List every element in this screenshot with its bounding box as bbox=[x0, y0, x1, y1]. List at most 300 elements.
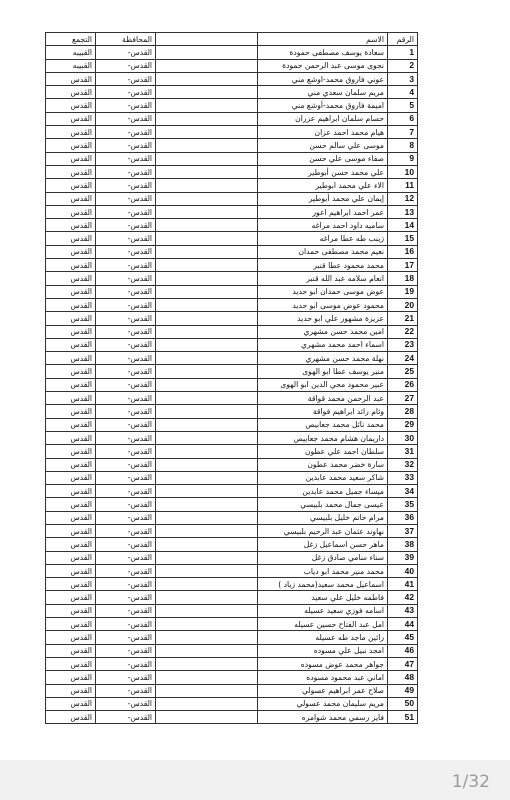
cell-governorate: القدس- bbox=[96, 46, 156, 59]
cell-blank bbox=[156, 697, 258, 710]
cell-name: هيام محمد احمد عزان bbox=[258, 126, 388, 139]
cell-governorate: القدس- bbox=[96, 644, 156, 657]
cell-governorate: القدس- bbox=[96, 378, 156, 391]
cell-num: 49 bbox=[388, 684, 418, 697]
table-row bbox=[46, 697, 418, 710]
cell-group: القدس bbox=[46, 179, 96, 192]
cell-group: القدس bbox=[46, 405, 96, 418]
table-row bbox=[46, 338, 418, 351]
cell-num: 15 bbox=[388, 232, 418, 245]
cell-group: القدس bbox=[46, 352, 96, 365]
cell-governorate: القدس- bbox=[96, 352, 156, 365]
cell-governorate: القدس- bbox=[96, 697, 156, 710]
cell-num: 3 bbox=[388, 72, 418, 85]
cell-num: 24 bbox=[388, 352, 418, 365]
cell-governorate: القدس- bbox=[96, 498, 156, 511]
cell-num: 39 bbox=[388, 551, 418, 564]
cell-governorate: القدس- bbox=[96, 86, 156, 99]
cell-num: 20 bbox=[388, 298, 418, 311]
cell-name: امجد نبيل علي مسوده bbox=[258, 644, 388, 657]
table-row bbox=[46, 378, 418, 391]
cell-governorate: القدس- bbox=[96, 205, 156, 218]
cell-num: 8 bbox=[388, 139, 418, 152]
cell-name: جواهر محمد عوض مسوده bbox=[258, 657, 388, 670]
header-num: الرقم bbox=[388, 33, 418, 46]
cell-name: سعادة يوسف مصطفى حمودة bbox=[258, 46, 388, 59]
cell-group: القدس bbox=[46, 192, 96, 205]
header-governorate: المحافظة bbox=[96, 33, 156, 46]
page-counter: 1/32 bbox=[451, 772, 490, 792]
header-blank bbox=[156, 33, 258, 46]
cell-governorate: القدس- bbox=[96, 618, 156, 631]
cell-group: القدس bbox=[46, 644, 96, 657]
cell-governorate: القدس- bbox=[96, 59, 156, 72]
cell-group: القدس bbox=[46, 139, 96, 152]
cell-num: 4 bbox=[388, 86, 418, 99]
cell-num: 32 bbox=[388, 458, 418, 471]
table-row bbox=[46, 431, 418, 444]
cell-num: 17 bbox=[388, 259, 418, 272]
cell-num: 43 bbox=[388, 604, 418, 617]
cell-name: فاطمه خليل علي سعيد bbox=[258, 591, 388, 604]
table-row bbox=[46, 604, 418, 617]
table-row bbox=[46, 325, 418, 338]
table-row bbox=[46, 684, 418, 697]
table-row bbox=[46, 711, 418, 724]
cell-blank bbox=[156, 471, 258, 484]
cell-num: 11 bbox=[388, 179, 418, 192]
cell-blank bbox=[156, 312, 258, 325]
cell-name: داريمان هشام محمد جعابيص bbox=[258, 431, 388, 444]
table-body bbox=[46, 46, 418, 724]
cell-blank bbox=[156, 604, 258, 617]
table-row bbox=[46, 405, 418, 418]
cell-num: 50 bbox=[388, 697, 418, 710]
cell-num: 13 bbox=[388, 205, 418, 218]
cell-governorate: القدس- bbox=[96, 152, 156, 165]
cell-name: اسماعيل محمد سعيد(محمد زياد ) bbox=[258, 578, 388, 591]
cell-num: 42 bbox=[388, 591, 418, 604]
cell-name: مرام حاتم خليل بلبيسي bbox=[258, 511, 388, 524]
cell-num: 36 bbox=[388, 511, 418, 524]
cell-governorate: القدس- bbox=[96, 165, 156, 178]
cell-blank bbox=[156, 431, 258, 444]
cell-blank bbox=[156, 538, 258, 551]
cell-group: القدس bbox=[46, 458, 96, 471]
cell-blank bbox=[156, 485, 258, 498]
cell-blank bbox=[156, 392, 258, 405]
cell-governorate: القدس- bbox=[96, 99, 156, 112]
cell-blank bbox=[156, 139, 258, 152]
cell-num: 26 bbox=[388, 378, 418, 391]
cell-name: وئام رائد ابراهيم قواقة bbox=[258, 405, 388, 418]
cell-group: القدس bbox=[46, 657, 96, 670]
cell-group: القدس bbox=[46, 511, 96, 524]
cell-group: القدس bbox=[46, 631, 96, 644]
table-row bbox=[46, 365, 418, 378]
cell-group: القدس bbox=[46, 205, 96, 218]
cell-name: ميساء جميل محمد عابدين bbox=[258, 485, 388, 498]
cell-governorate: القدس- bbox=[96, 657, 156, 670]
cell-blank bbox=[156, 591, 258, 604]
cell-governorate: القدس- bbox=[96, 232, 156, 245]
cell-blank bbox=[156, 86, 258, 99]
table-row bbox=[46, 564, 418, 577]
cell-group: القدس bbox=[46, 325, 96, 338]
cell-group: القدس bbox=[46, 684, 96, 697]
cell-governorate: القدس- bbox=[96, 365, 156, 378]
cell-blank bbox=[156, 564, 258, 577]
table-row bbox=[46, 392, 418, 405]
cell-group: القدس bbox=[46, 697, 96, 710]
cell-num: 29 bbox=[388, 418, 418, 431]
table-row bbox=[46, 245, 418, 258]
cell-blank bbox=[156, 325, 258, 338]
cell-num: 21 bbox=[388, 312, 418, 325]
cell-num: 34 bbox=[388, 485, 418, 498]
cell-num: 41 bbox=[388, 578, 418, 591]
cell-num: 28 bbox=[388, 405, 418, 418]
header-name: الاسم bbox=[258, 33, 388, 46]
table-row bbox=[46, 285, 418, 298]
cell-blank bbox=[156, 72, 258, 85]
cell-name: عبير محمود محي الدين ابو الهوى bbox=[258, 378, 388, 391]
table-row bbox=[46, 618, 418, 631]
cell-num: 9 bbox=[388, 152, 418, 165]
table-row bbox=[46, 511, 418, 524]
cell-name: نعيم محمد مصطفى حمدان bbox=[258, 245, 388, 258]
cell-num: 18 bbox=[388, 272, 418, 285]
table-row bbox=[46, 298, 418, 311]
cell-blank bbox=[156, 205, 258, 218]
cell-num: 25 bbox=[388, 365, 418, 378]
cell-governorate: القدس- bbox=[96, 458, 156, 471]
cell-num: 1 bbox=[388, 46, 418, 59]
cell-name: محمد محمود عطا قنبر bbox=[258, 259, 388, 272]
cell-group: القدس bbox=[46, 445, 96, 458]
cell-name: ماهر حسن اسماعيل زغل bbox=[258, 538, 388, 551]
cell-blank bbox=[156, 418, 258, 431]
cell-blank bbox=[156, 644, 258, 657]
cell-blank bbox=[156, 671, 258, 684]
cell-governorate: القدس- bbox=[96, 538, 156, 551]
table-row bbox=[46, 471, 418, 484]
header-group: التجمع bbox=[46, 33, 96, 46]
table-row bbox=[46, 112, 418, 125]
cell-governorate: القدس- bbox=[96, 126, 156, 139]
cell-group: القدس bbox=[46, 126, 96, 139]
table-row bbox=[46, 671, 418, 684]
cell-num: 7 bbox=[388, 126, 418, 139]
cell-group: القبيبه bbox=[46, 59, 96, 72]
cell-group: القدس bbox=[46, 72, 96, 85]
cell-num: 30 bbox=[388, 431, 418, 444]
cell-governorate: القدس- bbox=[96, 259, 156, 272]
cell-blank bbox=[156, 152, 258, 165]
cell-name: محمد منير محمد ابو دياب bbox=[258, 564, 388, 577]
cell-group: القدس bbox=[46, 524, 96, 537]
cell-blank bbox=[156, 46, 258, 59]
cell-governorate: القدس- bbox=[96, 219, 156, 232]
cell-blank bbox=[156, 112, 258, 125]
cell-governorate: القدس- bbox=[96, 139, 156, 152]
cell-governorate: القدس- bbox=[96, 338, 156, 351]
table-row bbox=[46, 418, 418, 431]
cell-group: القدس bbox=[46, 312, 96, 325]
cell-name: الاء علي محمد ابوطير bbox=[258, 179, 388, 192]
table-row bbox=[46, 498, 418, 511]
roster-table bbox=[45, 32, 418, 724]
cell-governorate: القدس- bbox=[96, 711, 156, 724]
cell-name: سارة خضر محمد عطون bbox=[258, 458, 388, 471]
cell-group: القدس bbox=[46, 471, 96, 484]
cell-name: ساميه داود احمد مراغه bbox=[258, 219, 388, 232]
cell-group: القدس bbox=[46, 338, 96, 351]
table-row bbox=[46, 458, 418, 471]
cell-blank bbox=[156, 59, 258, 72]
cell-governorate: القدس- bbox=[96, 272, 156, 285]
cell-num: 2 bbox=[388, 59, 418, 72]
cell-group: القدس bbox=[46, 298, 96, 311]
cell-group: القدس bbox=[46, 259, 96, 272]
cell-blank bbox=[156, 285, 258, 298]
cell-governorate: القدس- bbox=[96, 72, 156, 85]
cell-group: القدس bbox=[46, 578, 96, 591]
cell-name: عوض موسى حمدان ابو حديد bbox=[258, 285, 388, 298]
cell-name: اسامه فوزي سعيد عسيله bbox=[258, 604, 388, 617]
cell-name: عزيزة مشهور علي ابو حديد bbox=[258, 312, 388, 325]
cell-governorate: القدس- bbox=[96, 551, 156, 564]
cell-blank bbox=[156, 272, 258, 285]
cell-blank bbox=[156, 245, 258, 258]
cell-num: 40 bbox=[388, 564, 418, 577]
table-row bbox=[46, 312, 418, 325]
table-row bbox=[46, 86, 418, 99]
cell-num: 16 bbox=[388, 245, 418, 258]
cell-name: زينب طه عطا مراغه bbox=[258, 232, 388, 245]
cell-blank bbox=[156, 219, 258, 232]
cell-governorate: القدس- bbox=[96, 524, 156, 537]
table-row bbox=[46, 485, 418, 498]
cell-group: القدس bbox=[46, 378, 96, 391]
cell-num: 44 bbox=[388, 618, 418, 631]
cell-group: القدس bbox=[46, 671, 96, 684]
table-row bbox=[46, 205, 418, 218]
table-row bbox=[46, 46, 418, 59]
cell-blank bbox=[156, 232, 258, 245]
cell-group: القدس bbox=[46, 232, 96, 245]
cell-governorate: القدس- bbox=[96, 445, 156, 458]
cell-group: القدس bbox=[46, 165, 96, 178]
cell-group: القدس bbox=[46, 711, 96, 724]
cell-group: القدس bbox=[46, 152, 96, 165]
cell-name: محمد نائل محمد جعابيص bbox=[258, 418, 388, 431]
cell-blank bbox=[156, 259, 258, 272]
table-row bbox=[46, 259, 418, 272]
cell-num: 23 bbox=[388, 338, 418, 351]
cell-blank bbox=[156, 458, 258, 471]
cell-name: سلطان احمد علي عطون bbox=[258, 445, 388, 458]
cell-governorate: القدس- bbox=[96, 112, 156, 125]
table-row bbox=[46, 631, 418, 644]
cell-governorate: القدس- bbox=[96, 405, 156, 418]
cell-governorate: القدس- bbox=[96, 485, 156, 498]
cell-governorate: القدس- bbox=[96, 312, 156, 325]
cell-blank bbox=[156, 551, 258, 564]
table-row bbox=[46, 232, 418, 245]
cell-group: القدس bbox=[46, 618, 96, 631]
cell-governorate: القدس- bbox=[96, 591, 156, 604]
cell-group: القدس bbox=[46, 99, 96, 112]
table-row bbox=[46, 179, 418, 192]
table-row bbox=[46, 445, 418, 458]
cell-governorate: القدس- bbox=[96, 471, 156, 484]
table-row bbox=[46, 551, 418, 564]
table-row bbox=[46, 644, 418, 657]
cell-name: محمود عوض موسى ابو حديد bbox=[258, 298, 388, 311]
cell-name: عوني فاروق محمد-اوشع مني bbox=[258, 72, 388, 85]
table-row bbox=[46, 524, 418, 537]
cell-group: القدس bbox=[46, 285, 96, 298]
cell-name: اماني عبد محمود مسوده bbox=[258, 671, 388, 684]
table-row bbox=[46, 219, 418, 232]
cell-governorate: القدس- bbox=[96, 418, 156, 431]
cell-group: القدس bbox=[46, 86, 96, 99]
cell-blank bbox=[156, 524, 258, 537]
cell-num: 47 bbox=[388, 657, 418, 670]
cell-governorate: القدس- bbox=[96, 298, 156, 311]
cell-num: 27 bbox=[388, 392, 418, 405]
table-row bbox=[46, 272, 418, 285]
cell-blank bbox=[156, 378, 258, 391]
cell-num: 33 bbox=[388, 471, 418, 484]
cell-group: القدس bbox=[46, 591, 96, 604]
table-row bbox=[46, 139, 418, 152]
cell-blank bbox=[156, 618, 258, 631]
cell-group: القبيبه bbox=[46, 46, 96, 59]
table-row bbox=[46, 72, 418, 85]
cell-name: انعام سلامه عبد الله قنبر bbox=[258, 272, 388, 285]
cell-name: امين محمد حسن مشهري bbox=[258, 325, 388, 338]
cell-governorate: القدس- bbox=[96, 179, 156, 192]
cell-governorate: القدس- bbox=[96, 192, 156, 205]
cell-num: 38 bbox=[388, 538, 418, 551]
cell-blank bbox=[156, 405, 258, 418]
cell-num: 22 bbox=[388, 325, 418, 338]
cell-group: القدس bbox=[46, 245, 96, 258]
cell-blank bbox=[156, 711, 258, 724]
cell-num: 12 bbox=[388, 192, 418, 205]
cell-name: نجوى موسى عبد الرحمن حمودة bbox=[258, 59, 388, 72]
cell-governorate: القدس- bbox=[96, 578, 156, 591]
cell-blank bbox=[156, 511, 258, 524]
cell-governorate: القدس- bbox=[96, 431, 156, 444]
cell-governorate: القدس- bbox=[96, 631, 156, 644]
cell-name: مريم سلمان سعدي مني bbox=[258, 86, 388, 99]
cell-num: 45 bbox=[388, 631, 418, 644]
cell-num: 10 bbox=[388, 165, 418, 178]
cell-blank bbox=[156, 338, 258, 351]
cell-name: رائين ماجد طه عسيله bbox=[258, 631, 388, 644]
cell-num: 35 bbox=[388, 498, 418, 511]
cell-governorate: القدس- bbox=[96, 604, 156, 617]
cell-blank bbox=[156, 298, 258, 311]
table-row bbox=[46, 657, 418, 670]
cell-name: اسماء احمد محمد مشهري bbox=[258, 338, 388, 351]
cell-blank bbox=[156, 657, 258, 670]
cell-name: صلاح عمر ابراهيم عسولي bbox=[258, 684, 388, 697]
cell-blank bbox=[156, 352, 258, 365]
cell-group: القدس bbox=[46, 365, 96, 378]
cell-governorate: القدس- bbox=[96, 285, 156, 298]
cell-governorate: القدس- bbox=[96, 511, 156, 524]
cell-name: امل عبد الفتاح حسين عسيله bbox=[258, 618, 388, 631]
cell-blank bbox=[156, 126, 258, 139]
cell-group: القدس bbox=[46, 604, 96, 617]
cell-name: منير يوسف عطا ابو الهوى bbox=[258, 365, 388, 378]
cell-blank bbox=[156, 165, 258, 178]
cell-name: عيسى جمال محمد بلبيسي bbox=[258, 498, 388, 511]
cell-group: القدس bbox=[46, 538, 96, 551]
table-row bbox=[46, 126, 418, 139]
cell-name: عمر احمد ابراهيم اعور bbox=[258, 205, 388, 218]
cell-num: 51 bbox=[388, 711, 418, 724]
cell-num: 48 bbox=[388, 671, 418, 684]
table-row bbox=[46, 165, 418, 178]
cell-group: القدس bbox=[46, 431, 96, 444]
cell-num: 31 bbox=[388, 445, 418, 458]
cell-num: 14 bbox=[388, 219, 418, 232]
cell-num: 37 bbox=[388, 524, 418, 537]
cell-name: نهلة محمد حسن مشهري bbox=[258, 352, 388, 365]
cell-name: علي محمد حسن أبوطير bbox=[258, 165, 388, 178]
cell-group: القدس bbox=[46, 418, 96, 431]
cell-group: القدس bbox=[46, 564, 96, 577]
header-row bbox=[46, 33, 418, 46]
table-row bbox=[46, 538, 418, 551]
cell-blank bbox=[156, 578, 258, 591]
cell-blank bbox=[156, 684, 258, 697]
cell-name: شاكر سعيد محمد عابدين bbox=[258, 471, 388, 484]
cell-name: فايز رسمي محمد شوامره bbox=[258, 711, 388, 724]
cell-group: القدس bbox=[46, 112, 96, 125]
cell-blank bbox=[156, 192, 258, 205]
cell-name: اميمة فاروق محمد-أوشع مني bbox=[258, 99, 388, 112]
cell-blank bbox=[156, 365, 258, 378]
cell-name: عبد الرحمن محمد قواقة bbox=[258, 392, 388, 405]
cell-name: صفاء موسى علي حسن bbox=[258, 152, 388, 165]
cell-governorate: القدس- bbox=[96, 392, 156, 405]
cell-governorate: القدس- bbox=[96, 684, 156, 697]
cell-blank bbox=[156, 99, 258, 112]
cell-group: القدس bbox=[46, 272, 96, 285]
table-row bbox=[46, 192, 418, 205]
cell-blank bbox=[156, 498, 258, 511]
cell-governorate: القدس- bbox=[96, 245, 156, 258]
cell-num: 19 bbox=[388, 285, 418, 298]
cell-governorate: القدس- bbox=[96, 325, 156, 338]
cell-governorate: القدس- bbox=[96, 564, 156, 577]
cell-blank bbox=[156, 445, 258, 458]
cell-group: القدس bbox=[46, 485, 96, 498]
cell-blank bbox=[156, 179, 258, 192]
cell-name: إيمان علي محمد أبوطير bbox=[258, 192, 388, 205]
cell-group: القدس bbox=[46, 392, 96, 405]
cell-blank bbox=[156, 631, 258, 644]
cell-group: القدس bbox=[46, 551, 96, 564]
cell-group: القدس bbox=[46, 498, 96, 511]
cell-num: 46 bbox=[388, 644, 418, 657]
